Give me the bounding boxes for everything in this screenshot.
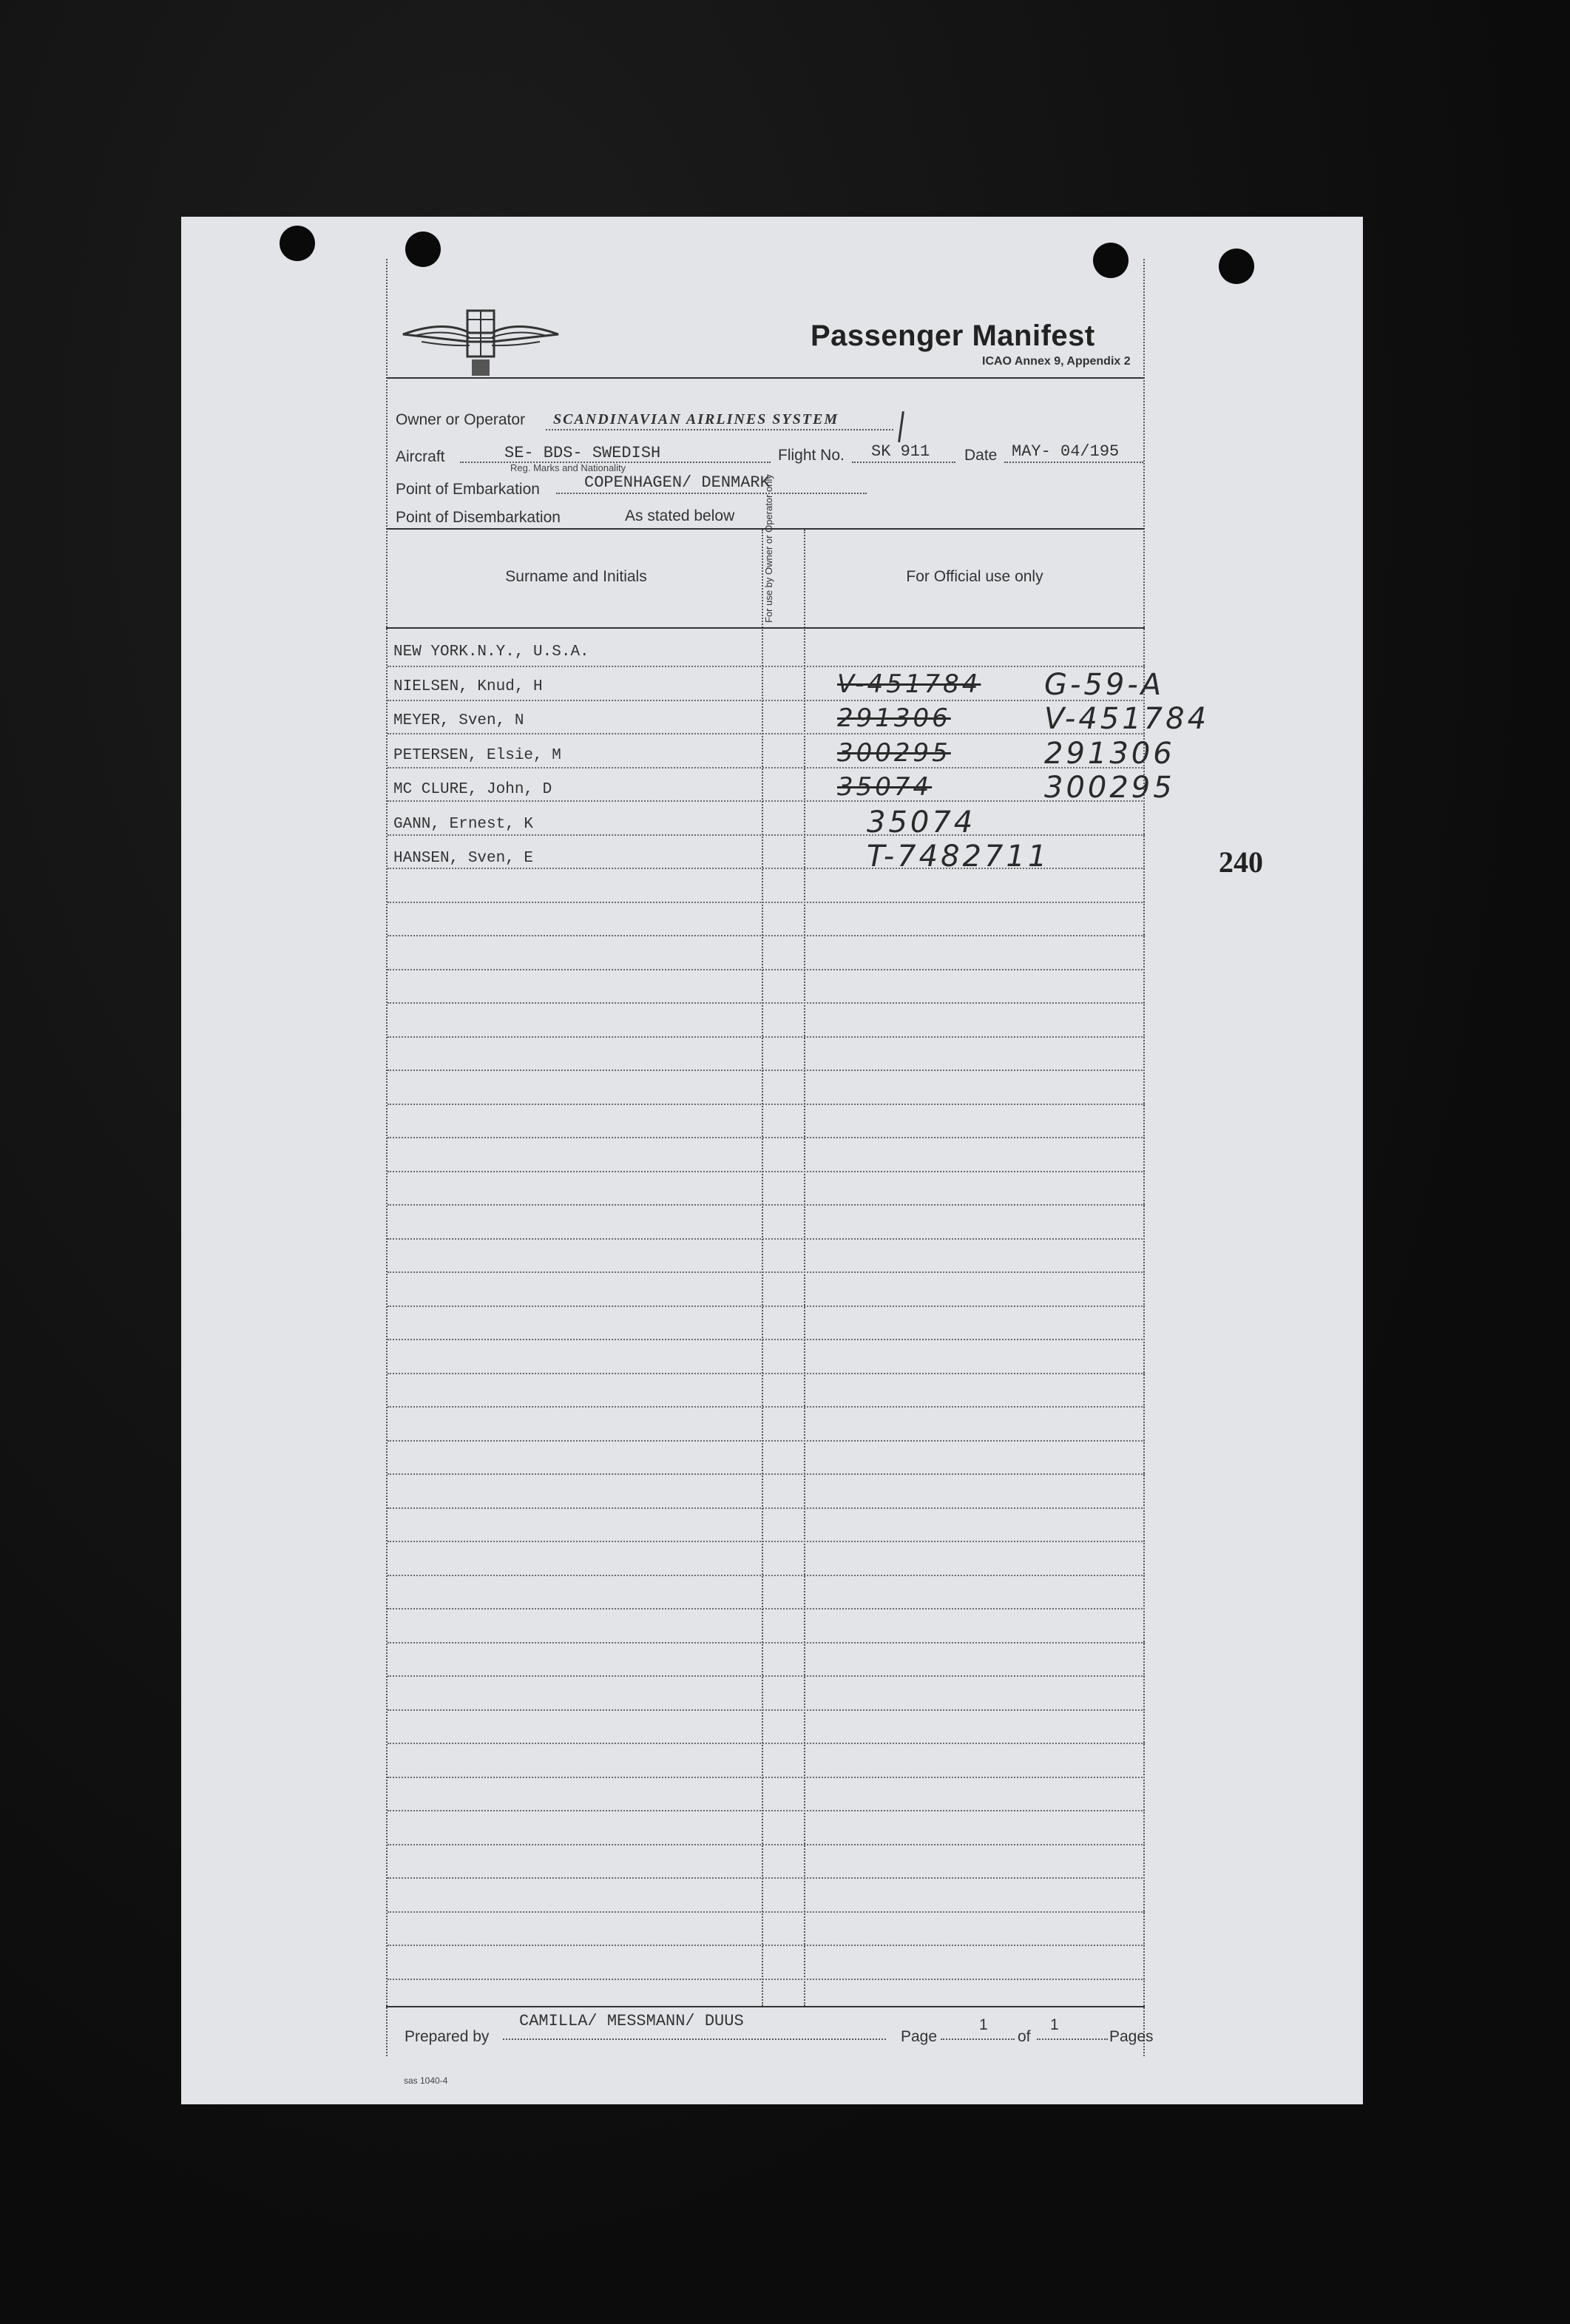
ruled-line	[388, 1541, 1145, 1542]
passenger-name: GANN, Ernest, K	[393, 815, 534, 833]
ruled-line	[388, 1104, 1145, 1105]
page-total-fill-line	[1037, 2024, 1108, 2040]
ruled-line	[388, 1810, 1145, 1811]
embarkation-value: COPENHAGEN/ DENMARK	[584, 473, 770, 492]
page-stamp-number: 240	[1219, 845, 1263, 879]
ruled-line	[388, 1709, 1145, 1711]
prepared-by-value: CAMILLA/ MESSMANN/ DUUS	[519, 2012, 744, 2030]
page-label: Page	[901, 2028, 938, 2045]
ruled-line	[388, 1608, 1145, 1609]
official-entry: G-59-A	[1044, 667, 1165, 702]
ruled-line	[388, 1036, 1145, 1038]
ruled-line	[388, 1911, 1145, 1913]
ruled-line	[388, 1675, 1145, 1677]
ruled-line	[388, 902, 1145, 903]
sas-logo-icon	[399, 305, 562, 379]
ruled-line	[388, 1743, 1145, 1744]
owner-label: Owner or Operator	[396, 411, 526, 428]
official-entry: 291306	[1044, 736, 1175, 771]
column-header-divider	[386, 627, 1145, 629]
page-number: 1	[979, 2016, 988, 2033]
ruled-line	[388, 1002, 1145, 1004]
ruled-line	[388, 1440, 1145, 1442]
pages-label: Pages	[1109, 2028, 1154, 2045]
ruled-line	[388, 1070, 1145, 1071]
page-title: Passenger Manifest	[811, 320, 1095, 352]
ruled-line	[388, 1373, 1145, 1374]
page-subtitle: ICAO Annex 9, Appendix 2	[982, 355, 1131, 368]
ruled-line	[388, 1271, 1145, 1273]
page-fill-line	[941, 2024, 1015, 2040]
table-row	[393, 771, 1175, 809]
flight-value: SK 911	[871, 442, 930, 461]
passenger-name: MEYER, Sven, N	[393, 712, 524, 729]
prepared-by-label: Prepared by	[405, 2028, 490, 2045]
ruled-line	[388, 1945, 1145, 1946]
ruled-line	[388, 1777, 1145, 1778]
punch-hole	[1219, 249, 1254, 284]
disembarkation-value: As stated below	[625, 507, 735, 524]
official-struck-entry: V-451784	[837, 669, 981, 699]
official-entry: T-7482711	[867, 840, 1050, 874]
official-column-header: For Official use only	[906, 568, 1043, 585]
aircraft-caption: Reg. Marks and Nationality	[510, 462, 626, 473]
official-entry: V-451784	[1044, 702, 1210, 736]
ruled-line	[388, 1877, 1145, 1879]
aircraft-value: SE- BDS- SWEDISH	[504, 444, 661, 462]
ruled-line	[388, 1204, 1145, 1206]
surname-column-header: Surname and Initials	[505, 568, 647, 585]
date-label: Date	[964, 447, 998, 464]
ruled-line	[388, 1238, 1145, 1240]
ruled-line	[388, 1575, 1145, 1576]
ruled-line	[388, 1507, 1145, 1509]
passenger-name: MC CLURE, John, D	[393, 781, 552, 798]
official-entry: 35074	[867, 805, 976, 840]
ruled-line	[388, 1339, 1145, 1340]
passenger-name: HANSEN, Sven, E	[393, 850, 534, 867]
punch-hole	[405, 232, 441, 267]
owner-value: SCANDINAVIAN AIRLINES SYSTEM	[553, 411, 839, 428]
ruled-line	[388, 1171, 1145, 1172]
ruled-line	[388, 1642, 1145, 1644]
official-struck-entry: 35074	[837, 772, 933, 802]
official-entry: 300295	[1044, 771, 1175, 805]
page-total: 1	[1050, 2016, 1059, 2033]
of-label: of	[1018, 2028, 1031, 2045]
ruled-line	[388, 1979, 1145, 1980]
ruled-line	[388, 1305, 1145, 1307]
table-row	[393, 702, 1210, 740]
ruled-line	[388, 1844, 1145, 1845]
flight-label: Flight No.	[778, 447, 845, 464]
date-value: MAY- 04/195	[1012, 442, 1120, 461]
table-row	[393, 667, 1165, 706]
ruled-line	[388, 1473, 1145, 1475]
punch-hole	[280, 226, 315, 261]
disembarkation-label: Point of Disembarkation	[396, 509, 561, 526]
aircraft-label: Aircraft	[396, 448, 445, 465]
ruled-line	[388, 969, 1145, 970]
table-row	[393, 642, 1140, 672]
table-row	[393, 736, 1175, 775]
passenger-name: PETERSEN, Elsie, M	[393, 746, 561, 764]
ruled-line	[388, 1137, 1145, 1138]
owner-use-column-header: For use by Owner or Operator only	[763, 474, 774, 623]
ruled-line	[388, 1406, 1145, 1408]
passenger-name: NEW YORK.N.Y., U.S.A.	[393, 644, 589, 661]
embarkation-label: Point of Embarkation	[396, 481, 540, 498]
passenger-name: NIELSEN, Knud, H	[393, 678, 543, 695]
footer-divider	[386, 2006, 1145, 2007]
punch-hole	[1093, 243, 1129, 278]
ruled-line	[388, 935, 1145, 936]
table-row	[393, 840, 1140, 878]
official-struck-entry: 291306	[837, 703, 951, 733]
form-number: sas 1040-4	[404, 2075, 448, 2086]
official-struck-entry: 300295	[837, 737, 951, 768]
